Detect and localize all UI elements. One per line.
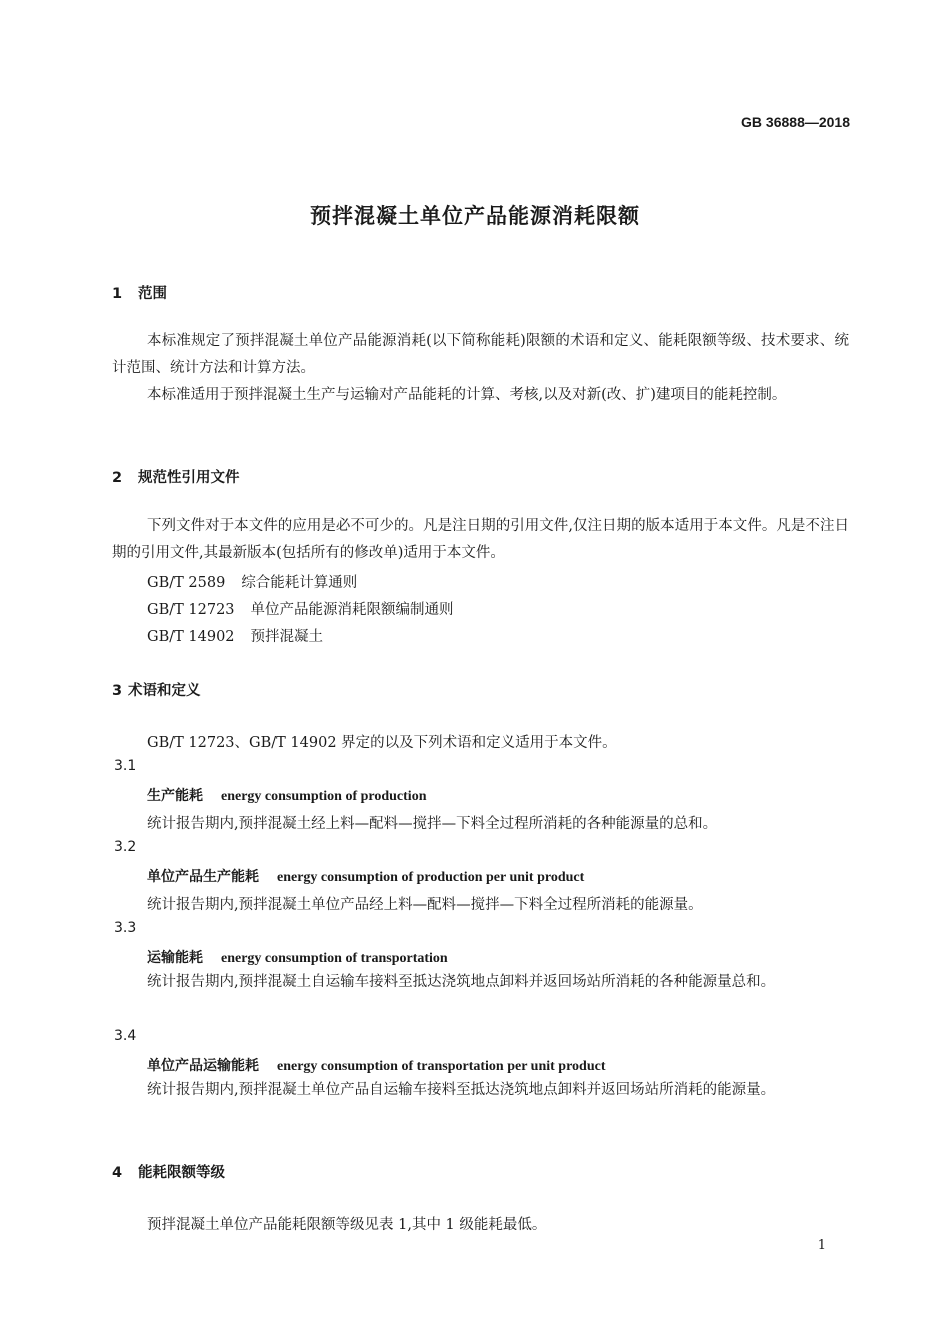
clause-number: 3.4 [114,1028,137,1044]
term-chinese: 单位产品运输能耗 [147,1058,259,1074]
term-english: energy consumption of transportation per unit product [277,1059,606,1074]
section-2-paragraph: 下列文件对于本文件的应用是必不可少的。凡是注日期的引用文件,仅注日期的版本适用于本文件。凡是不注日期的引用文件,其最新版本(包括所有的修改单)适用于本文件。 [112,518,849,561]
term-entry [147,1055,606,1075]
section-title: 能耗限额等级 [138,1165,225,1181]
term-definition: 统计报告期内,预拌混凝土单位产品经上料—配料—搅拌—下料全过程所消耗的能源量。 [147,897,703,913]
section-1-paragraph-1: 本标准规定了预拌混凝土单位产品能源消耗(以下简称能耗)限额的术语和定义、能耗限额等级、技术要求、统计范围、统计方法和计算方法。 [112,333,849,376]
term-entry [147,947,448,967]
section-title: 规范性引用文件 [138,470,240,486]
section-number: 4 [112,1165,123,1181]
reference-title: 预拌混凝土 [250,629,324,645]
reference-item [147,571,357,592]
standard-code: GB 36888—2018 [741,114,850,130]
section-number: 3 [112,683,123,699]
term-chinese: 单位产品生产能耗 [147,869,259,885]
clause-number: 3.1 [114,758,137,774]
section-number: 2 [112,470,123,486]
clause-number: 3.2 [114,839,137,855]
term-entry [147,785,426,805]
reference-title: 单位产品能源消耗限额编制通则 [250,602,454,618]
section-4-paragraph: 预拌混凝土单位产品能耗限额等级见表 1,其中 1 级能耗最低。 [147,1217,547,1233]
term-chinese: 运输能耗 [147,950,203,966]
term-entry [147,866,584,886]
term-english: energy consumption of transportation [221,951,448,966]
reference-item [147,598,454,619]
section-4-heading [112,1161,225,1182]
term-english: energy consumption of production per unit product [277,870,585,885]
reference-code: GB/T 2589 [147,575,226,591]
term-definition: 统计报告期内,预拌混凝土经上料—配料—搅拌—下料全过程所消耗的各种能源量的总和。 [147,816,718,832]
section-1-heading [112,282,167,303]
term-english: energy consumption of production [221,789,427,804]
reference-item [147,625,323,646]
section-2-heading [112,466,240,487]
clause-number: 3.3 [114,920,137,936]
document-title: 预拌混凝土单位产品能源消耗限额 [310,204,640,228]
section-title: 术语和定义 [128,683,201,699]
section-title: 范围 [138,286,167,302]
reference-title: 综合能耗计算通则 [241,575,358,591]
page-number: 1 [817,1238,826,1253]
term-definition: 统计报告期内,预拌混凝土自运输车接料至抵达浇筑地点卸料并返回场站所消耗的各种能源量总和。 [147,974,776,990]
section-3-intro: GB/T 12723、GB/T 14902 界定的以及下列术语和定义适用于本文件。 [147,735,617,751]
reference-code: GB/T 12723 [147,602,235,618]
section-1-paragraph-2: 本标准适用于预拌混凝土生产与运输对产品能耗的计算、考核,以及对新(改、扩)建项目的能耗控制。 [147,387,787,403]
section-3-heading [112,679,201,700]
term-definition: 统计报告期内,预拌混凝土单位产品自运输车接料至抵达浇筑地点卸料并返回场站所消耗的能源量。 [147,1082,776,1098]
term-chinese: 生产能耗 [147,788,203,804]
section-number: 1 [112,286,123,302]
reference-code: GB/T 14902 [147,629,235,645]
